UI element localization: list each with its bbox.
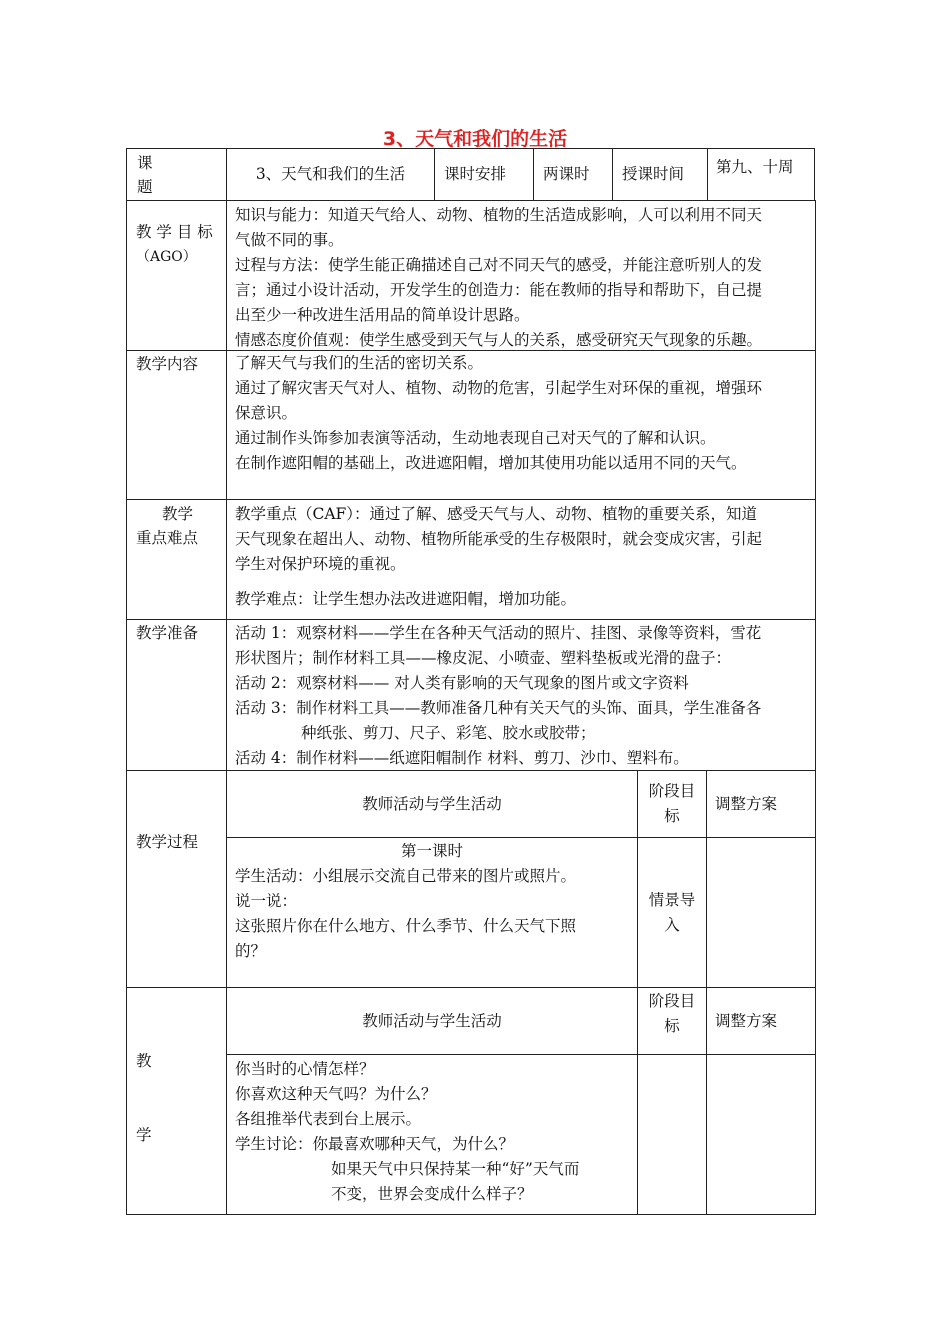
preparation-label-cell xyxy=(126,619,227,771)
process-line: 这张照片你在什么地方、什么季节、什么天气下照 xyxy=(235,917,577,935)
subject-label-line1: 课 xyxy=(137,154,153,172)
preparation-text-cell xyxy=(226,619,816,771)
topic-text: 3、天气和我们的生活 xyxy=(255,165,406,183)
content-text xyxy=(235,351,762,476)
objectives-label-cell xyxy=(126,200,227,351)
content-line: 了解天气与我们的生活的密切关系。 xyxy=(235,354,484,372)
teaching-adjust-header-text: 调整方案 xyxy=(715,1012,778,1030)
process-goal-line1: 情景导 xyxy=(648,891,696,909)
teaching-line: 你喜欢这种天气吗？为什么？ xyxy=(235,1085,437,1103)
process-adjust-header-text: 调整方案 xyxy=(715,795,778,813)
keypoints-text-cell xyxy=(226,499,816,620)
teaching-goal-header xyxy=(637,987,707,1055)
subject-label-line2: 题 xyxy=(137,178,153,196)
teaching-label-line2: 学 xyxy=(136,1126,152,1144)
process-session: 第一课时 xyxy=(400,842,463,860)
preparation-line: 活动 3：制作材料工具——教师准备几种有关天气的头饰、面具，学生准备各 xyxy=(235,699,762,717)
process-goal-header-line2: 标 xyxy=(664,807,680,825)
schedule-value: 两课时 xyxy=(543,165,590,183)
keypoints-line: 学生对保护环境的重视。 xyxy=(235,555,406,573)
keypoints-label-line1: 教学 xyxy=(162,505,194,523)
process-line: 学生活动：小组展示交流自己带来的图片或照片。 xyxy=(235,867,577,885)
time-label: 授课时间 xyxy=(622,165,685,183)
preparation-line: 种纸张、剪刀、尺子、彩笔、胶水或胶带； xyxy=(301,724,596,742)
process-label: 教学过程 xyxy=(136,833,199,851)
subject-label-cell xyxy=(126,148,227,201)
preparation-text xyxy=(235,621,761,771)
keypoints-label-line2: 重点难点 xyxy=(136,529,199,547)
process-goal-cell xyxy=(637,837,707,988)
page-title: 3、天气和我们的生活 xyxy=(382,128,568,150)
teaching-line: 各组推举代表到台上展示。 xyxy=(235,1110,422,1128)
objectives-label-line2: （AGO） xyxy=(136,249,197,265)
teaching-label-line1: 教 xyxy=(136,1052,152,1070)
process-goal-header xyxy=(637,770,707,838)
time-value-cell xyxy=(707,148,815,201)
process-activity-header-text: 教师活动与学生活动 xyxy=(362,795,502,813)
objectives-line: 情感态度价值观：使学生感受到天气与人的关系，感受研究天气现象的乐趣。 xyxy=(235,331,763,349)
teaching-line: 你当时的心情怎样？ xyxy=(235,1060,375,1078)
schedule-value-cell xyxy=(533,148,613,201)
objectives-line: 出至少一种改进生活用品的简单设计思路。 xyxy=(235,306,530,324)
teaching-goal-cell xyxy=(637,1054,707,1215)
objectives-line: 知识与能力：知道天气给人、动物、植物的生活造成影响，人可以利用不同天 xyxy=(235,206,763,224)
teaching-activity-header-text: 教师活动与学生活动 xyxy=(362,1012,502,1030)
content-line: 保意识。 xyxy=(235,404,298,422)
preparation-line: 活动 1：观察材料——学生在各种天气活动的照片、挂图、录像等资料，雪花 xyxy=(235,624,762,642)
preparation-line: 活动 2：观察材料—— 对人类有影响的天气现象的图片或文字资料 xyxy=(235,674,689,692)
process-activity-cell xyxy=(226,837,638,988)
teaching-adjust-header xyxy=(706,987,816,1055)
teaching-activity-header xyxy=(226,987,638,1055)
objectives-text xyxy=(235,203,762,353)
teaching-text xyxy=(235,1057,579,1207)
teaching-indent-line: 如果天气中只保持某一种“好”天气而 xyxy=(331,1160,580,1178)
preparation-line: 活动 4：制作材料——纸遮阳帽制作 材料、剪刀、沙巾、塑料布。 xyxy=(235,749,689,767)
objectives-line: 言；通过小设计活动，开发学生的创造力：能在教师的指导和帮助下，自己提 xyxy=(235,281,763,299)
teaching-indent-line: 不变，世界会变成什么样子？ xyxy=(331,1185,533,1203)
schedule-label: 课时安排 xyxy=(444,165,507,183)
schedule-label-cell xyxy=(434,148,534,201)
teaching-adjust-cell xyxy=(706,1054,816,1215)
time-value: 第九、十周 xyxy=(716,158,794,176)
topic-cell xyxy=(226,148,435,201)
process-goal-header-line1: 阶段目 xyxy=(648,782,696,800)
teaching-activity-cell xyxy=(226,1054,638,1215)
keypoints-difficulty: 教学难点：让学生想办法改进遮阳帽，增加功能。 xyxy=(235,590,577,608)
time-label-cell xyxy=(612,148,708,201)
content-line: 在制作遮阳帽的基础上，改进遮阳帽，增加其使用功能以适用不同的天气。 xyxy=(235,454,747,472)
content-line: 通过制作头饰参加表演等活动，生动地表现自己对天气的了解和认识。 xyxy=(235,429,716,447)
process-label-cell xyxy=(126,770,227,988)
content-label: 教学内容 xyxy=(136,355,199,373)
process-line: 的？ xyxy=(235,942,267,960)
preparation-label: 教学准备 xyxy=(136,624,199,642)
process-adjust-cell xyxy=(706,837,816,988)
process-adjust-header xyxy=(706,770,816,838)
keypoints-label-cell xyxy=(126,499,227,620)
keypoints-text xyxy=(235,502,762,612)
process-activity-header xyxy=(226,770,638,838)
preparation-line: 形状图片；制作材料工具——橡皮泥、小喷壶、塑料垫板或光滑的盘子： xyxy=(235,649,732,667)
process-line: 说一说： xyxy=(235,892,298,910)
objectives-label-line1: 教 学 目 标 xyxy=(136,223,213,241)
content-text-cell xyxy=(226,350,816,500)
teaching-goal-header-line1: 阶段目 xyxy=(648,992,696,1010)
objectives-line: 气做不同的事。 xyxy=(235,231,344,249)
teaching-line: 学生讨论：你最喜欢哪种天气，为什么？ xyxy=(235,1135,515,1153)
process-goal-line2: 入 xyxy=(664,916,680,934)
objectives-content-cell xyxy=(226,200,816,351)
keypoints-line: 天气现象在超出人、动物、植物所能承受的生存极限时，就会变成灾害，引起 xyxy=(235,530,763,548)
keypoints-line: 教学重点（CAF）：通过了解、感受天气与人、动物、植物的重要关系，知道 xyxy=(235,505,758,523)
teaching-goal-header-line2: 标 xyxy=(664,1017,680,1035)
teaching-label-cell xyxy=(126,987,227,1215)
content-line: 通过了解灾害天气对人、植物、动物的危害，引起学生对环保的重视，增强环 xyxy=(235,379,763,397)
process-text xyxy=(235,864,576,964)
objectives-line: 过程与方法：使学生能正确描述自己对不同天气的感受，并能注意听别人的发 xyxy=(235,256,763,274)
content-label-cell xyxy=(126,350,227,500)
